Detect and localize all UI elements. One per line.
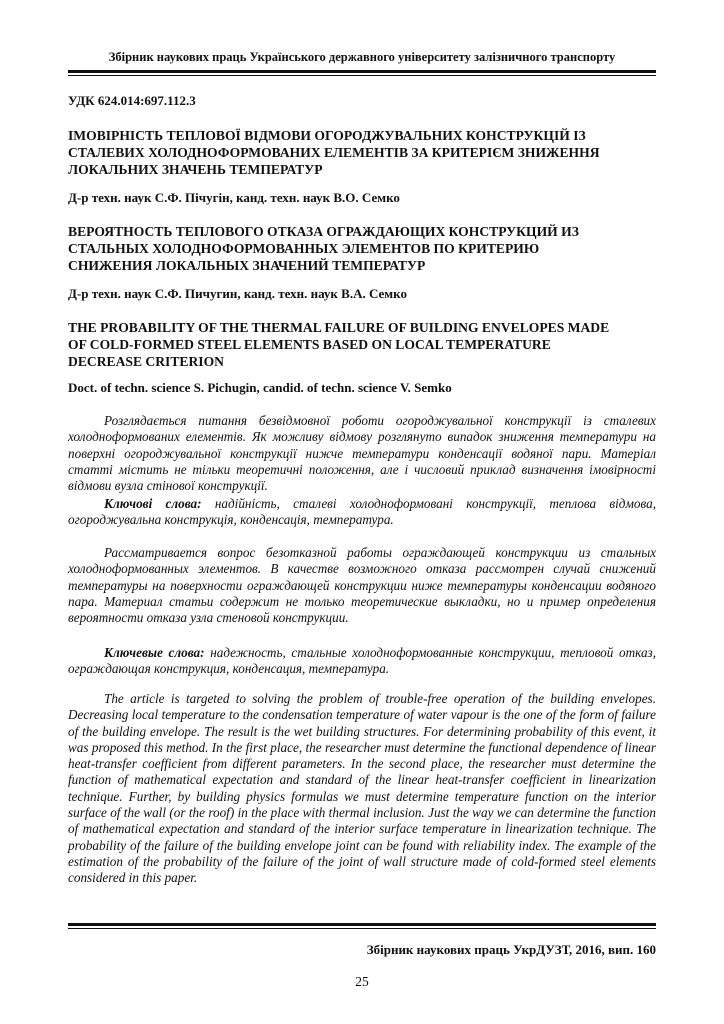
abstract-english <box>68 691 656 887</box>
udc-code: УДК 624.014:697.112.3 <box>68 93 196 108</box>
keywords-label: Ключові слова: <box>104 496 202 511</box>
page-number: 25 <box>355 974 369 989</box>
footer-journal: Збірник наукових праць УкрДУЗТ, 2016, вип. 160 <box>366 942 656 957</box>
authors-ukrainian: Д-р техн. наук С.Ф. Пічугін, канд. техн. наук В.О. Семко <box>68 190 400 205</box>
abstract-text: Рассматривается вопрос безотказной работы ограждающей конструкции из стальных холодноформованных элементов. В качестве возможного отказа рассмотрен случай снижений температуры на поверхности ограждающей конструкции ниже температуры конденсации водяного пара. Материал статьи содержит не только теоретические выкладки, но и пример определения вероятности отказа узла стеновой конструкции. <box>68 545 656 626</box>
title-line: OF COLD-FORMED STEEL ELEMENTS BASED ON LOCAL TEMPERATURE <box>68 337 551 352</box>
abstract-ukrainian <box>68 413 656 494</box>
title-line: ВЕРОЯТНОСТЬ ТЕПЛОВОГО ОТКАЗА ОГРАЖДАЮЩИХ КОНСТРУКЦИЙ ИЗ <box>68 224 579 239</box>
footer-rule-thin <box>68 928 656 929</box>
keywords-russian <box>68 645 656 678</box>
title-line: ІМОВІРНІСТЬ ТЕПЛОВОЇ ВІДМОВИ ОГОРОДЖУВАЛЬНИХ КОНСТРУКЦІЙ ІЗ <box>68 128 586 143</box>
abstract-text: Розглядається питання безвідмовної роботи огороджувальної конструкції із сталевих холодноформованих елементів. Як можливу відмову розглянуто випадок зниження температури на поверхні огороджувальної конструкції нижче температури конденсації водяної пари. Матеріал статті містить не тільки теоретичні положення, але і числовий приклад визначення імовірності відмови вузла стінової конструкції. <box>68 413 656 494</box>
title-line: ЛОКАЛЬНИХ ЗНАЧЕНЬ ТЕМПЕРАТУР <box>68 162 323 177</box>
title-english <box>68 319 656 370</box>
keywords-text: надійність, сталеві холодноформовані конструкції, теплова відмова, огороджувальна конструкція, конденсація, температура. <box>68 496 657 528</box>
authors-russian: Д-р техн. наук С.Ф. Пичугин, канд. техн. наук В.А. Семко <box>68 286 407 301</box>
keywords-label: Ключевые слова: <box>104 645 205 660</box>
title-line: THE PROBABILITY OF THE THERMAL FAILURE OF BUILDING ENVELOPES MADE <box>68 320 610 335</box>
title-line: DECREASE CRITERION <box>68 354 224 369</box>
header-rule-thin <box>68 75 656 76</box>
footer-rule-thick <box>68 923 656 926</box>
abstract-text: The article is targeted to solving the problem of trouble-free operation of the building envelopes. Decreasing local temperature to the condensation temperature of water vapour is the one of the form of failure of the building envelope. The result is the wet building structures. For determining probability of this event, it was proposed this method. In the first place, the researcher must determine the functional dependence of linear heat-transfer coefficient from different parameters. In the second place, the researcher must determine the function of mathematical expectation and standard of the linear heat-transfer coefficient in linearization technique. Further, by building physics formulas we must determine temperature function on the interior surface of the wall (or the roof) in the place with thermal inclusion. Just the way we can determine the function of mathematical expectation and standard of the interior surface temperature in linearization technique. The probability of the failure of the building envelope joint can be found with reliability index. The example of the estimation of the probability of the failure of the joint of wall structure made of cold-formed steel elements considered in this paper. <box>68 691 656 886</box>
authors-english: Doct. of techn. science S. Pichugin, candid. of techn. science V. Semko <box>68 380 452 395</box>
keywords-text: надежность, стальные холодноформованные конструкции, тепловой отказ, ограждающая конструкция, конденсация, температура. <box>68 645 656 677</box>
keywords-ukrainian <box>68 496 656 529</box>
abstract-russian <box>68 545 656 626</box>
title-line: СНИЖЕНИЯ ЛОКАЛЬНЫХ ЗНАЧЕНИЙ ТЕМПЕРАТУР <box>68 258 426 273</box>
running-header: Збірник наукових праць Українського державного університету залізничного транспорту <box>108 50 616 64</box>
title-ukrainian <box>68 127 656 178</box>
title-russian <box>68 223 656 274</box>
header-rule-thick <box>68 70 656 73</box>
title-line: СТАЛЕВИХ ХОЛОДНОФОРМОВАНИХ ЕЛЕМЕНТІВ ЗА КРИТЕРІЄМ ЗНИЖЕННЯ <box>68 145 600 160</box>
title-line: СТАЛЬНЫХ ХОЛОДНОФОРМОВАННЫХ ЭЛЕМЕНТОВ ПО КРИТЕРИЮ <box>68 241 540 256</box>
